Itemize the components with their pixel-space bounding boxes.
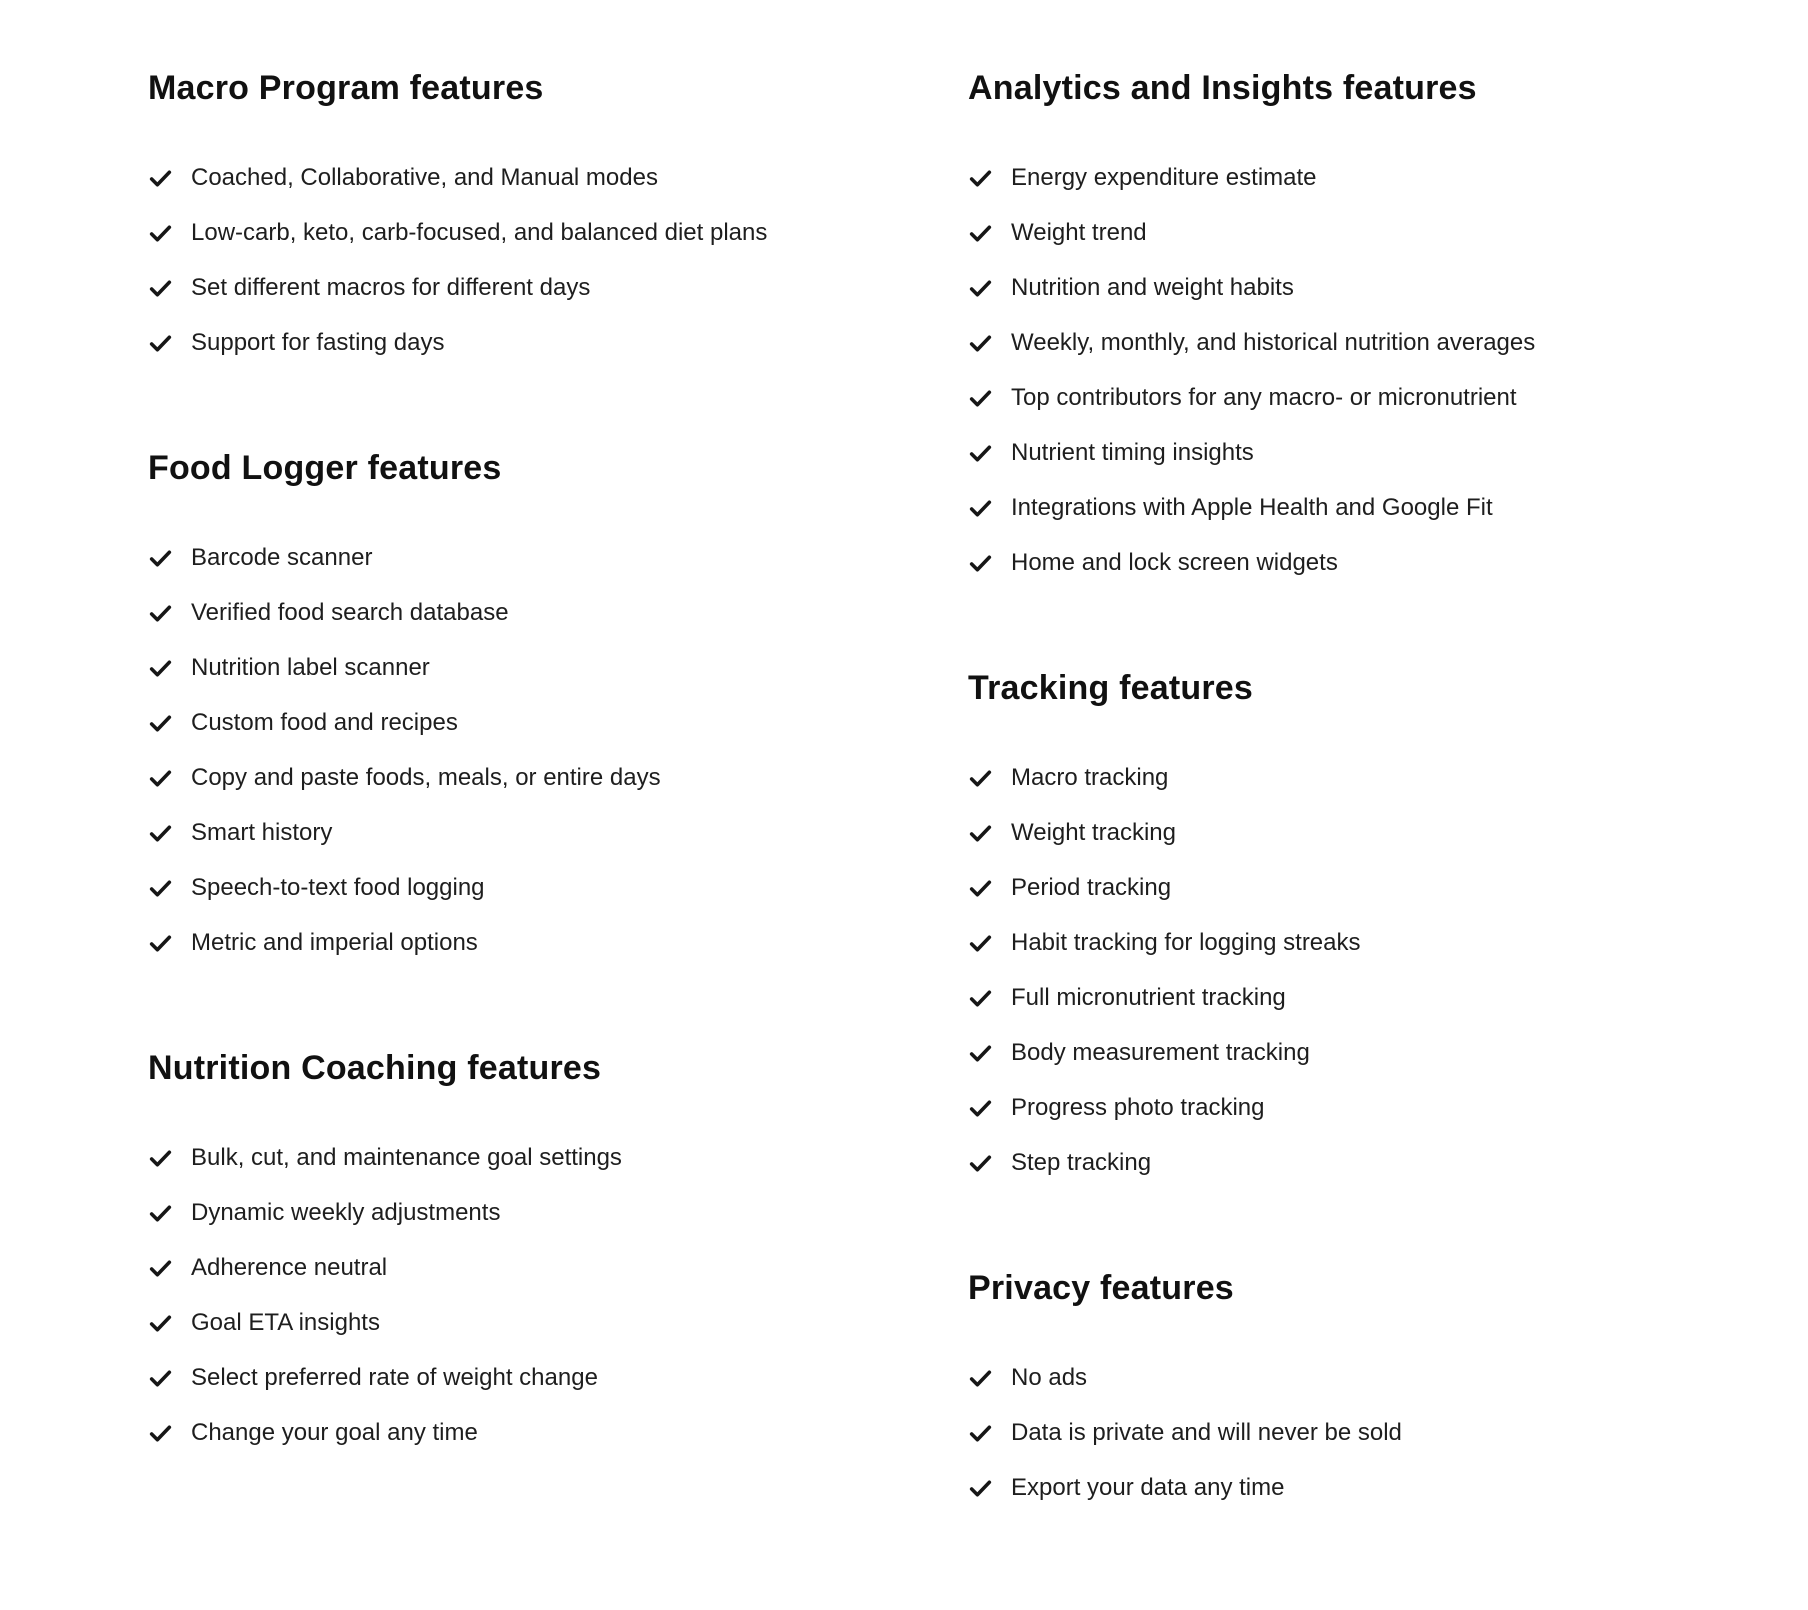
feature-item (968, 873, 1768, 903)
check-icon (148, 1256, 173, 1281)
section-food-logger (148, 448, 968, 958)
feature-item (148, 818, 968, 848)
feature-item (148, 928, 968, 958)
feature-item (968, 1093, 1768, 1123)
feature-item (968, 1038, 1768, 1068)
check-icon (968, 1366, 993, 1391)
feature-item (968, 1363, 1768, 1393)
section-title-privacy: Privacy features (968, 1269, 1234, 1307)
feature-item (148, 218, 968, 248)
check-icon (968, 221, 993, 246)
section-privacy (968, 1268, 1768, 1503)
feature-item-label: Weekly, monthly, and historical nutrition averages (1011, 329, 1536, 356)
check-icon (968, 441, 993, 466)
feature-item (148, 708, 968, 738)
feature-item (968, 438, 1768, 468)
feature-item-label: Progress photo tracking (1011, 1094, 1265, 1121)
feature-item (968, 493, 1768, 523)
section-analytics-insights (968, 68, 1768, 578)
feature-item (968, 273, 1768, 303)
feature-list-macro-program (148, 163, 968, 358)
feature-item-label: Dynamic weekly adjustments (191, 1199, 501, 1226)
feature-item (968, 818, 1768, 848)
check-icon (968, 1151, 993, 1176)
feature-item-label: Top contributors for any macro- or micronutrient (1011, 384, 1517, 411)
check-icon (148, 1201, 173, 1226)
check-icon (148, 276, 173, 301)
feature-item (968, 548, 1768, 578)
feature-item-label: Data is private and will never be sold (1011, 1419, 1402, 1446)
feature-list-tracking (968, 763, 1768, 1178)
feature-item (968, 218, 1768, 248)
check-icon (148, 656, 173, 681)
feature-item (148, 163, 968, 193)
section-title-food-logger: Food Logger features (148, 449, 502, 487)
feature-item (968, 163, 1768, 193)
section-title-nutrition-coaching: Nutrition Coaching features (148, 1049, 602, 1087)
feature-item (148, 1143, 968, 1173)
feature-item-label: Verified food search database (191, 599, 509, 626)
check-icon (968, 331, 993, 356)
check-icon (148, 221, 173, 246)
feature-item-label: Nutrition label scanner (191, 654, 430, 681)
check-icon (148, 1366, 173, 1391)
feature-item-label: Weight tracking (1011, 819, 1176, 846)
feature-item-label: Copy and paste foods, meals, or entire days (191, 764, 661, 791)
check-icon (968, 821, 993, 846)
feature-item-label: Integrations with Apple Health and Google Fit (1011, 494, 1493, 521)
feature-item (148, 1308, 968, 1338)
feature-item-label: Low-carb, keto, carb-focused, and balanced diet plans (191, 219, 768, 246)
check-icon (968, 931, 993, 956)
feature-item-label: Period tracking (1011, 874, 1172, 901)
check-icon (968, 876, 993, 901)
feature-item-label: Export your data any time (1011, 1474, 1285, 1501)
feature-item-label: Home and lock screen widgets (1011, 549, 1338, 576)
check-icon (968, 1096, 993, 1121)
feature-item (968, 928, 1768, 958)
check-icon (968, 551, 993, 576)
check-icon (968, 1041, 993, 1066)
check-icon (148, 331, 173, 356)
feature-item (968, 1473, 1768, 1503)
feature-item (968, 328, 1768, 358)
section-macro-program (148, 68, 968, 358)
check-icon (968, 986, 993, 1011)
feature-item (968, 1418, 1768, 1448)
feature-list-food-logger (148, 543, 968, 958)
feature-item-label: Coached, Collaborative, and Manual modes (191, 164, 658, 191)
feature-item-label: Support for fasting days (191, 329, 445, 356)
feature-item (148, 543, 968, 573)
check-icon (148, 1421, 173, 1446)
feature-item-label: Macro tracking (1011, 764, 1169, 791)
left-column (148, 68, 968, 1528)
feature-item-label: Weight trend (1011, 219, 1147, 246)
check-icon (968, 496, 993, 521)
feature-item (148, 328, 968, 358)
check-icon (148, 821, 173, 846)
check-icon (148, 1311, 173, 1336)
feature-item (968, 1148, 1768, 1178)
feature-item-label: No ads (1011, 1364, 1088, 1391)
check-icon (148, 711, 173, 736)
check-icon (968, 766, 993, 791)
section-nutrition-coaching (148, 1048, 968, 1448)
feature-item-label: Change your goal any time (191, 1419, 478, 1446)
check-icon (148, 546, 173, 571)
feature-item-label: Body measurement tracking (1011, 1039, 1310, 1066)
feature-list-analytics-insights (968, 163, 1768, 578)
section-title-macro-program: Macro Program features (148, 69, 544, 107)
feature-item-label: Nutrition and weight habits (1011, 274, 1294, 301)
feature-item (968, 383, 1768, 413)
check-icon (968, 386, 993, 411)
feature-item (148, 1363, 968, 1393)
feature-item-label: Energy expenditure estimate (1011, 164, 1317, 191)
check-icon (148, 1146, 173, 1171)
check-icon (148, 766, 173, 791)
feature-item (148, 653, 968, 683)
feature-item (148, 1198, 968, 1228)
feature-list-privacy (968, 1363, 1768, 1503)
check-icon (968, 1476, 993, 1501)
feature-item (968, 763, 1768, 793)
feature-item-label: Bulk, cut, and maintenance goal settings (191, 1144, 622, 1171)
feature-item-label: Speech-to-text food logging (191, 874, 485, 901)
feature-item (148, 763, 968, 793)
feature-item-label: Step tracking (1011, 1149, 1152, 1176)
feature-item-label: Habit tracking for logging streaks (1011, 929, 1361, 956)
feature-item-label: Smart history (191, 819, 333, 846)
feature-item-label: Custom food and recipes (191, 709, 458, 736)
feature-item-label: Goal ETA insights (191, 1309, 380, 1336)
feature-item-label: Select preferred rate of weight change (191, 1364, 598, 1391)
check-icon (968, 166, 993, 191)
feature-item (148, 873, 968, 903)
right-column (968, 68, 1768, 1528)
section-title-tracking: Tracking features (968, 669, 1253, 707)
feature-item-label: Set different macros for different days (191, 274, 591, 301)
check-icon (148, 931, 173, 956)
feature-list-nutrition-coaching (148, 1143, 968, 1448)
feature-item-label: Nutrient timing insights (1011, 439, 1254, 466)
feature-item (968, 983, 1768, 1013)
check-icon (968, 1421, 993, 1446)
section-tracking (968, 668, 1768, 1178)
check-icon (148, 601, 173, 626)
section-title-analytics-insights: Analytics and Insights features (968, 69, 1477, 107)
feature-item-label: Metric and imperial options (191, 929, 478, 956)
feature-item (148, 1253, 968, 1283)
feature-item (148, 598, 968, 628)
feature-item-label: Full micronutrient tracking (1011, 984, 1286, 1011)
feature-item (148, 1418, 968, 1448)
feature-item (148, 273, 968, 303)
check-icon (968, 276, 993, 301)
check-icon (148, 876, 173, 901)
feature-item-label: Adherence neutral (191, 1254, 388, 1281)
feature-item-label: Barcode scanner (191, 544, 373, 571)
check-icon (148, 166, 173, 191)
